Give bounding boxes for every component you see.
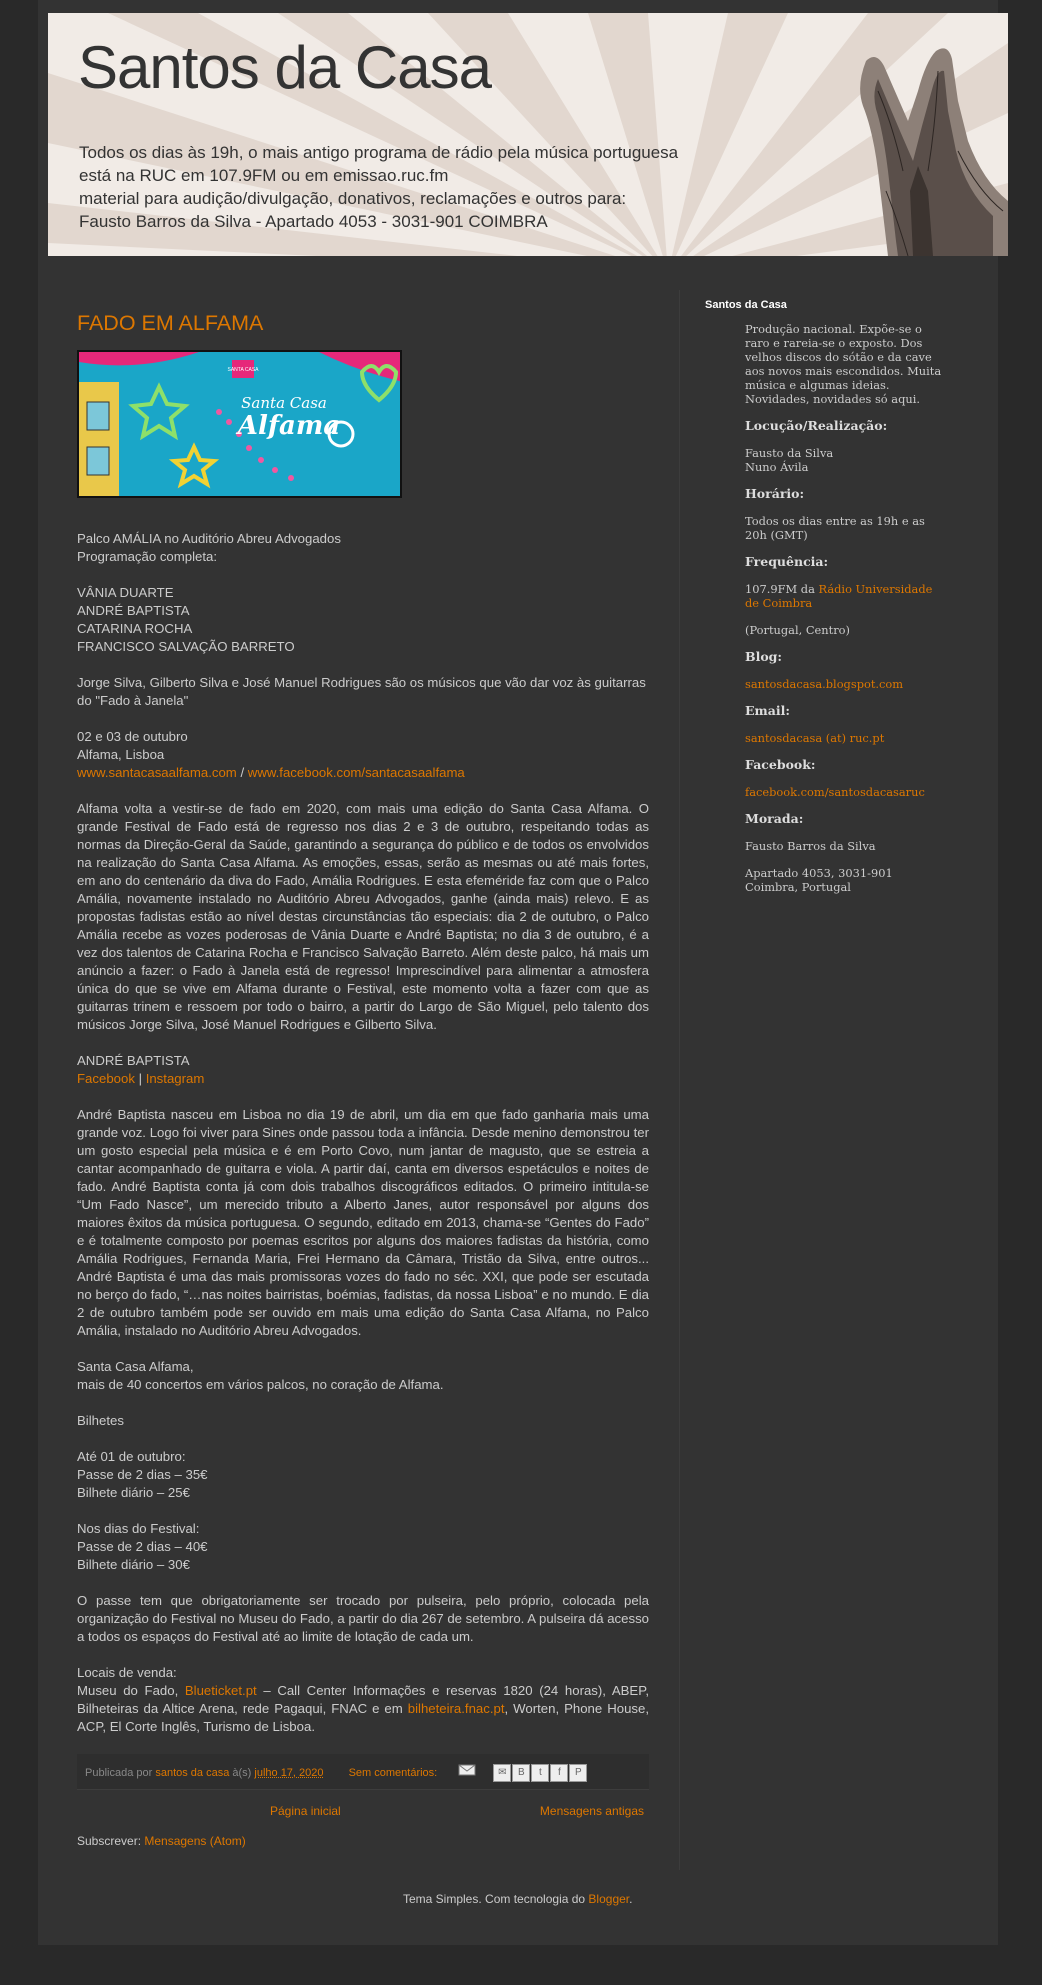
- santa-casa-alfama-poster: [79, 352, 402, 498]
- poster-badge: SANTA CASA: [227, 367, 259, 373]
- sidebar-title: Santos da Casa: [705, 299, 787, 311]
- location-line: Alfama, Lisboa: [77, 747, 165, 762]
- santacasaalfama-link[interactable]: www.santacasaalfama.com: [77, 765, 237, 780]
- frequencia-text: [745, 582, 945, 610]
- locais-block: [77, 1664, 649, 1736]
- author-link[interactable]: santos da casa: [155, 1767, 230, 1779]
- twitter-share-icon[interactable]: t: [531, 1764, 549, 1782]
- attribution: [403, 1892, 632, 1906]
- main-column: [77, 290, 649, 1850]
- early-prices: [77, 1448, 649, 1502]
- region-text: (Portugal, Centro): [745, 623, 850, 637]
- morada-address: Apartado 4053, 3031-901 Coimbra, Portugal: [745, 866, 893, 894]
- host-name: Fausto da Silva: [745, 446, 834, 460]
- morada-heading: Morada:: [745, 811, 804, 826]
- locucao-heading: Locução/Realização:: [745, 418, 888, 433]
- post-date-link[interactable]: julho 17, 2020: [254, 1767, 324, 1779]
- palco-line: Palco AMÁLIA no Auditório Abreu Advogados: [77, 531, 341, 546]
- price-line: Até 01 de outubro:: [77, 1449, 186, 1464]
- description-line: Fausto Barros da Silva - Apartado 4053 - 3031-901 COIMBRA: [79, 212, 548, 231]
- frequencia-heading: Frequência:: [745, 554, 829, 569]
- home-link[interactable]: Página inicial: [270, 1804, 341, 1818]
- description-line: Todos os dias às 19h, o mais antigo programa de rádio pela música portuguesa: [79, 143, 679, 162]
- pinterest-share-icon[interactable]: P: [569, 1764, 587, 1782]
- facebook-link[interactable]: facebook.com/santosdacasaruc: [745, 785, 925, 799]
- locais-text-a: Museu do Fado,: [77, 1683, 185, 1698]
- price-line: Bilhete diário – 30€: [77, 1557, 190, 1572]
- blog-header: [48, 13, 1008, 256]
- locais-text-c: , Worten, Phone House, ACP, El Corte Inglês, Turismo de Lisboa.: [77, 1701, 649, 1734]
- festival-line: mais de 40 concertos em vários palcos, no coração de Alfama.: [77, 1377, 444, 1392]
- email-post-icon[interactable]: [458, 1764, 476, 1782]
- blog-pager: [77, 1802, 649, 1832]
- artists-list: [77, 584, 649, 656]
- facebook-share-icon[interactable]: f: [550, 1764, 568, 1782]
- festival-line: Santa Casa Alfama,: [77, 1359, 194, 1374]
- dates-block: [77, 728, 649, 782]
- blogthis-icon[interactable]: B: [512, 1764, 530, 1782]
- horario-text: Todos os dias entre as 19h e as 20h (GMT): [745, 514, 925, 542]
- artist-item: CATARINA ROCHA: [77, 621, 193, 636]
- host-name: Nuno Ávila: [745, 460, 809, 474]
- price-line: Nos dias do Festival:: [77, 1521, 200, 1536]
- artist-item: FRANCISCO SALVAÇÃO BARRETO: [77, 639, 295, 654]
- description-line: material para audição/divulgação, donativos, reclamações e outros para:: [79, 189, 627, 208]
- subscribe-line: [77, 1832, 649, 1850]
- subscribe-label: Subscrever:: [77, 1834, 145, 1848]
- sidebar: [705, 298, 945, 907]
- blog-description: [79, 141, 678, 233]
- facebook-heading: Facebook:: [745, 757, 816, 772]
- passe-paragraph: O passe tem que obrigatoriamente ser trocado por pulseira, pelo próprio, colocada pela organização do Festival no Museu do Fado, a partir do dia 267 de setembro. A pulseira dá acesso a todos os espaços do Festival até ao limite de lotação de cada um.: [77, 1593, 649, 1644]
- price-line: Bilhete diário – 25€: [77, 1485, 190, 1500]
- price-line: Passe de 2 dias – 40€: [77, 1539, 208, 1554]
- links-line: [77, 764, 649, 782]
- praying-hands-image: [818, 31, 1008, 256]
- poster-line1: Santa Casa: [241, 394, 327, 412]
- locais-text-b: – Call Center Informações e reservas 1820 (24 horas), ABEP, Bilheteiras da Altice Arena, rede Pagaqui, FNAC e em: [77, 1683, 649, 1716]
- palco-block: [77, 530, 649, 566]
- horario-heading: Horário:: [745, 486, 805, 501]
- bilhetes-heading: Bilhetes: [77, 1413, 124, 1428]
- dates-line: 02 e 03 de outubro: [77, 729, 188, 744]
- festival-block: [77, 1358, 649, 1394]
- column-divider: [679, 290, 680, 1870]
- blog-heading: Blog:: [745, 649, 783, 664]
- blueticket-link[interactable]: Blueticket.pt: [184, 1683, 257, 1698]
- musicians-text: Jorge Silva, Gilberto Silva e José Manuel Rodrigues são os músicos que vão dar voz às guitarras do "Fado à Janela": [77, 675, 646, 708]
- bio-paragraph: André Baptista nasceu em Lisboa no dia 19 de abril, um dia em que fado ganharia mais uma grande voz. Logo foi viver para Sines onde passou toda a infância. Desde menino demonstrou ter um gosto especial pela música e é em Porto Covo, num jantar de magusto, que se estreia a cantar acompanhado de guitarra e viola. A partir daí, canta em diversos espetáculos e noites de fado. André Baptista conta já com dois trabalhos discográficos editados. O primeiro intitula-se “Um Fado Nasce”, um merecido tributo a Alberto Janes, autor responsável por alguns dos maiores êxitos da música portuguesa. O segundo, editado em 2013, chama-se “Gentes do Fado” e é totalmente composto por poemas escritos por alguns dos maiores fadistas da história, como Amália Rodrigues, Fernanda Maria, Frei Hermano da Câmara, Tristão da Silva, entre outros... André Baptista é uma das mais promissoras vozes do fado no séc. XXI, que pode ser escutada no berço do fado, “…nas noites bairristas, boémias, fadistas, da nossa Lisboa” e no mundo. E dia 2 de outubro também pode ser ouvido em mais uma edição do Santa Casa Alfama, no Palco Amália, instalado no Auditório Abreu Advogados.: [77, 1107, 649, 1338]
- artist-instagram-link[interactable]: Instagram: [145, 1071, 205, 1086]
- locucao-names: [745, 446, 945, 474]
- at-label: à(s): [229, 1767, 255, 1779]
- share-buttons: [493, 1767, 588, 1779]
- fnac-link[interactable]: bilheteira.fnac.pt: [407, 1701, 505, 1716]
- frequencia-label: 107.9FM da: [745, 582, 819, 596]
- artist-item: VÂNIA DUARTE: [77, 585, 174, 600]
- post-title[interactable]: FADO EM ALFAMA: [77, 311, 264, 335]
- festival-prices: [77, 1520, 649, 1574]
- price-line: Passe de 2 dias – 35€: [77, 1467, 208, 1482]
- older-posts-link[interactable]: Mensagens antigas: [539, 1804, 644, 1818]
- email-link[interactable]: santosdacasa (at) ruc.pt: [745, 731, 885, 745]
- post-image[interactable]: [77, 350, 402, 498]
- blogger-link[interactable]: Blogger: [588, 1892, 630, 1906]
- sidebar-intro: Produção nacional. Expõe-se o raro e rareia-se o exposto. Dos velhos discos do sótão e da cave aos novos mais escondidos. Muita música e algumas ideias. Novidades, novidades só aqui.: [745, 322, 942, 406]
- email-share-icon[interactable]: ✉: [493, 1764, 511, 1782]
- artist-links: [77, 1070, 649, 1088]
- programacao-line: Programação completa:: [77, 549, 218, 564]
- artist-name: ANDRÉ BAPTISTA: [77, 1053, 190, 1068]
- blog-title[interactable]: Santos da Casa: [78, 34, 491, 101]
- blogspot-link[interactable]: santosdacasa.blogspot.com: [745, 677, 904, 691]
- artist-item: ANDRÉ BAPTISTA: [77, 603, 190, 618]
- comments-link[interactable]: Sem comentários:: [348, 1767, 438, 1779]
- morada-name: Fausto Barros da Silva: [745, 839, 876, 853]
- ruc-link[interactable]: Rádio Universidade de Coimbra: [745, 582, 933, 610]
- attribution-text: Tema Simples. Com tecnologia do: [403, 1892, 589, 1906]
- intro-paragraph: Alfama volta a vestir-se de fado em 2020, com mais uma edição do Santa Casa Alfama. O grande Festival de Fado está de regresso nos dias 2 e 3 de outubro, respeitando todas as normas da Direção-Geral da Saúde, garantindo a segurança do público e de todos os envolvidos na realização do Santa Casa Alfama. As emoções, essas, serão as mesmas ou até mais fortes, em ano do centenário da diva do Fado, Amália Rodrigues. E esta efeméride faz com que o Palco Amália, novamente instalado no Auditório Abreu Advogados, ganhe (ainda mais) relevo. E as propostas fadistas estão ao nível destas circunstâncias tão especiais: dia 2 de outubro, o Palco Amália recebe as vozes poderosas de Vânia Duarte e André Baptista; no dia 3 de outubro, é a vez dos talentos de Catarina Rocha e Francisco Salvação Barreto. Além deste palco, há mais um anúncio a fazer: o Fado à Janela está de regresso! Imprescindível para alimentar a atmosfera única do que se vive em Alfama durante o Festival, este momento volta a fazer com que as guitarras trinem e ressoem por todo o bairro, a partir do Largo de São Miguel, pelo talento dos músicos Jorge Silva, José Manuel Rodrigues e Gilberto Silva.: [77, 801, 649, 1032]
- published-by-label: Publicada por: [85, 1767, 156, 1779]
- attribution-end: .: [629, 1892, 633, 1906]
- locais-title: Locais de venda:: [77, 1665, 177, 1680]
- sidebar-content: [745, 322, 945, 894]
- post-footer: [77, 1754, 649, 1790]
- description-line: está na RUC em 107.9FM ou em emissao.ruc.fm: [79, 166, 449, 185]
- link-separator: |: [134, 1071, 146, 1086]
- artist-facebook-link[interactable]: Facebook: [77, 1071, 135, 1086]
- artist-block: [77, 1052, 649, 1088]
- facebook-santacasa-link[interactable]: www.facebook.com/santacasaalfama: [247, 765, 465, 780]
- atom-feed-link[interactable]: Mensagens (Atom): [144, 1834, 246, 1848]
- locais-text: [77, 1682, 649, 1736]
- link-separator: /: [236, 765, 248, 780]
- poster-line2: Alfama: [237, 411, 341, 441]
- email-heading: Email:: [745, 703, 790, 718]
